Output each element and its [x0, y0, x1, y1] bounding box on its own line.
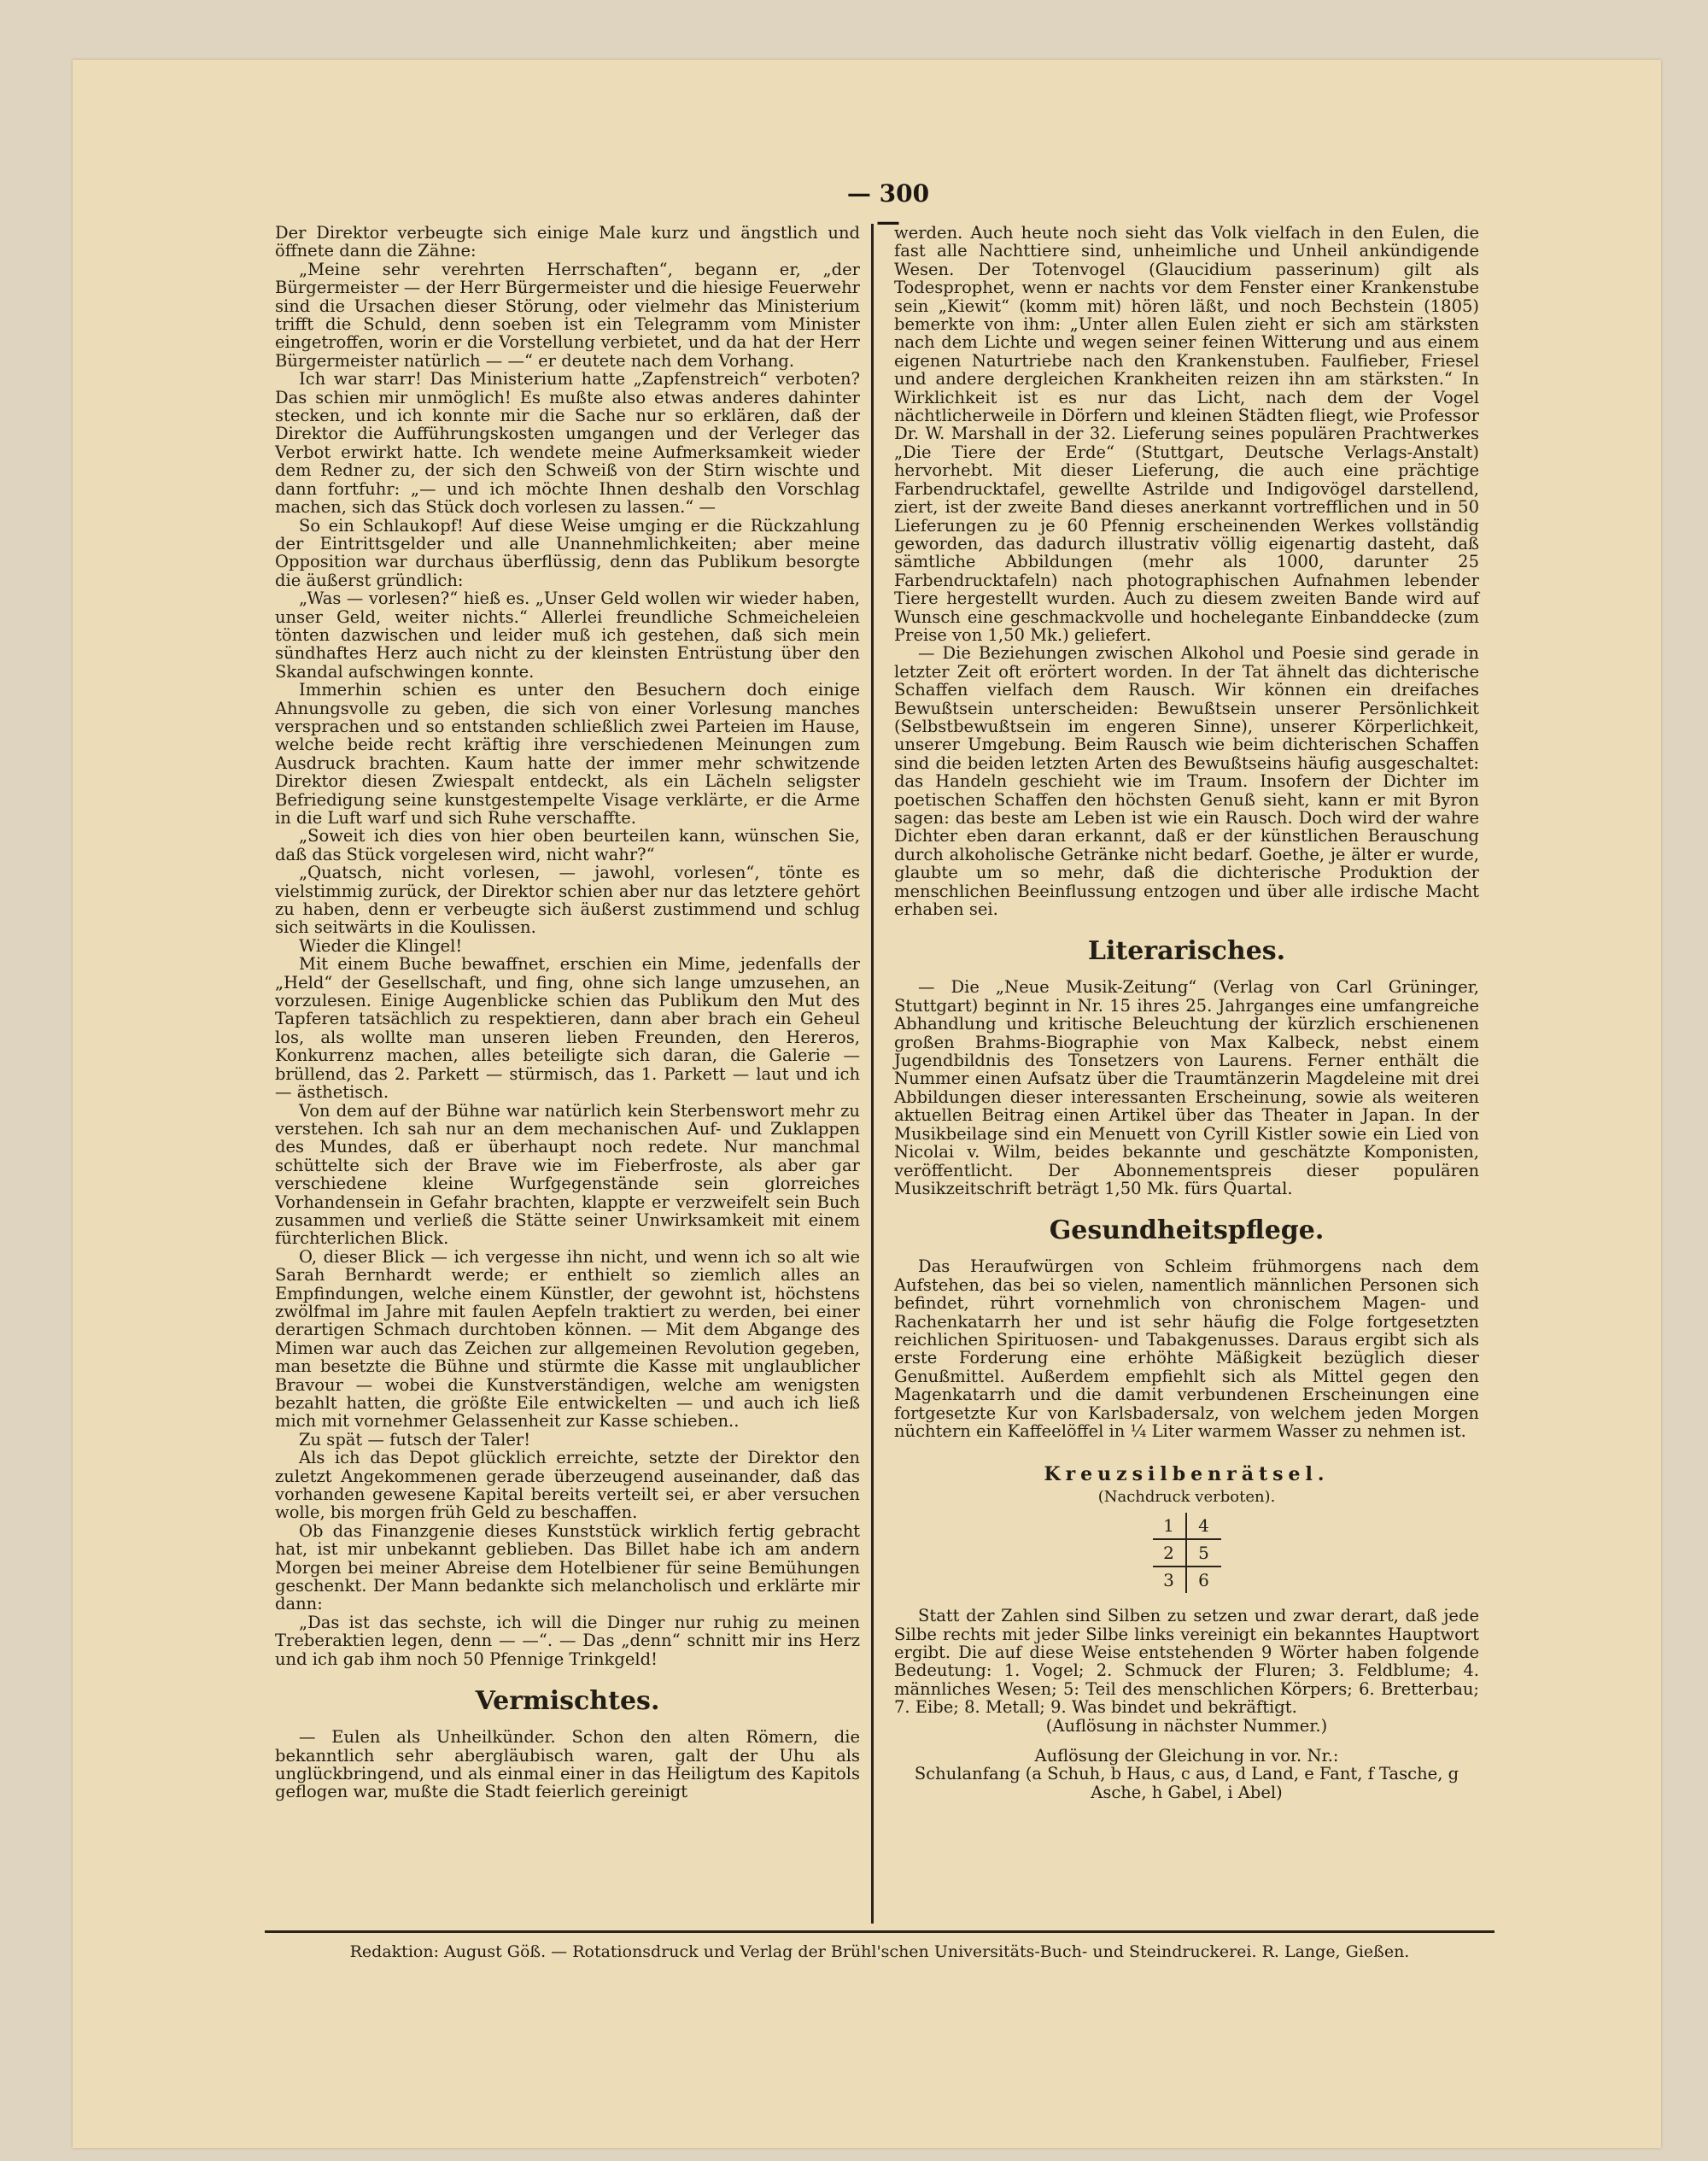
puzzle-solution-note: (Auflösung in nächster Nummer.) [1045, 1715, 1328, 1736]
imprint: Redaktion: August Göß. — Rotationsdruck und Verlag der Brühl'schen Universitäts-Buch- und Steindruckerei. R. Lange, Gießen. [349, 1942, 1410, 1961]
paragraph: O, dieser Blick — ich vergesse ihn nicht, und wenn ich so alt wie Sarah Bernhardt werde; er enthielt so ziemlich alles an Empfindungen, welche einem Künstler, der gewohnt ist, höchstens zwölfmal im Jahre mit faulen Aepfeln traktiert zu werden, bei einer derartigen Schmach durchtoben können. — Mit dem Abgange des Mimen war auch das Zeichen zur allgemeinen Revolution gegeben, man besetzte die Bühne und stürmte die Kasse mit unglaublicher Bravour — wobei die Kunstverständigen, welche am wenigsten bezahlt hatten, die größte Eile entwickelten — und auch ich ließ mich mit vornehmer Gelassenheit zur Kasse schieben.. [275, 1246, 860, 1432]
puzzle-note: (Nachdruck verboten). [1097, 1487, 1276, 1506]
puzzle-cell: 3 [1153, 1567, 1187, 1593]
gesundheitspflege-text: Das Heraufwürgen von Schleim frühmorgens nach dem Aufstehen, das bei so vielen, namentlich männlichen Personen sich befindet, rührt vornehmlich von chronischem Magen- und Rachenkatarrh her und ist sehr häufig die Folge fortgesetzten reichlichen Spirituosen- und Tabakgenusses. Daraus ergibt sich als erste Forderung eine erhöhte Mäßigkeit bezüglich dieser Genußmittel. Außerdem empfiehlt sich als Mittel gegen den Magenkatarrh und die damit verbundenen Erscheinungen eine fortgesetzte Kur von Karlsbadersalz, von welchem jeden Morgen nüchtern ein Kaffeelöffel in ¼ Liter warmem Wasser zu nehmen ist. [894, 1256, 1479, 1441]
paragraph: Zu spät — futsch der Taler! [299, 1429, 531, 1449]
paragraph: — Die Beziehungen zwischen Alkohol und Poesie sind gerade in letzter Zeit oft erörtert worden. In der Tat ähnelt das dichterische Schaffen vielfach dem Rausch. Wir können ein dreifaches Bewußtsein unterscheiden: Bewußtsein unserer Persönlichkeit (Selbstbewußtsein im engeren Sinne), unserer Körperlichkeit, unserer Umgebung. Beim Rausch wie beim dichterischen Schaffen sind die beiden letzten Arten des Bewußtseins häufig ausgeschaltet: das Handeln geschieht wie im Traum. Insofern der Dichter im poetischen Schaffen den höchsten Genuß sieht, kann er mit Byron sagen: das beste am Leben ist wie ein Rausch. Doch wird der wahre Dichter eben daran erkannt, daß er der künstlichen Berauschung durch alkoholische Getränke nicht bedarf. Goethe, je älter er wurde, glaubte um so mehr, daß die dichterische Produktion der menschlichen Beeinflussung entzogen und über alle irdische Macht erhaben sei. [894, 643, 1479, 920]
paragraph: Immerhin schien es unter den Besuchern doch einige Ahnungsvolle zu geben, die sich von einer Vorlesung manches versprachen und so entstanden schließlich zwei Parteien im Hause, welche beide recht kräftig ihre verschiedenen Meinungen zum Ausdruck brachten. Kaum hatte der immer mehr schwitzende Direktor diesen Zwiespalt entdeckt, als ein Lächeln seligster Befriedigung seine kunstgestempelte Visage verklärte, er die Arme in die Luft warf und sich Ruhe verschaffte. [275, 680, 860, 828]
paragraph: So ein Schlaukopf! Auf diese Weise umging er die Rückzahlung der Eintrittsgelder und alle Unannehmlichkeiten; aber meine Opposition war durchaus überflüssig, denn das Publikum besorgte die äußerst gründlich: [275, 515, 860, 590]
puzzle-cell: 5 [1187, 1540, 1221, 1567]
paragraph: Ob das Finanzgenie dieses Kunststück wirklich fertig gebracht hat, ist mir unbekannt geblieben. Das Billet habe ich am andern Morgen bei meiner Abreise dem Hotelbiener für seine Bemühungen geschenkt. Der Mann bedankte sich melancholisch und erklärte mir dann: [275, 1520, 860, 1614]
left-column [275, 224, 860, 1801]
paragraph: „Was — vorlesen?“ hieß es. „Unser Geld wollen wir wieder haben, unser Geld, weiter nichts.“ Allerlei freundliche Schmeicheleien tönten dazwischen und leider muß ich gestehen, daß sich mein sündhaftes Herz auch nicht zu der kleinsten Entrüstung über den Skandal aufschwingen konnte. [275, 589, 860, 682]
paragraph: Ich war starr! Das Ministerium hatte „Zapfenstreich“ verboten? Das schien mir unmöglich! Es mußte also etwas anderes dahinter stecken, und ich konnte mir die Sache nur so erklären, daß der Direktor die Aufführungskosten umgangen und der Verleger das Verbot erwirkt hatte. Ich wendete meine Aufmerksamkeit wieder dem Redner zu, der sich den Schweiß von der Stirn wischte und dann fortfuhr: „— und ich möchte Ihnen deshalb den Vorschlag machen, sich das Stück doch vorlesen zu lassen.“ — [275, 369, 860, 518]
solution-heading: Auflösung der Gleichung in vor. Nr.: [1034, 1746, 1339, 1766]
literarisches-heading: Literarisches. [1087, 936, 1286, 967]
column-divider [871, 224, 874, 1924]
puzzle-cell: 1 [1153, 1513, 1187, 1540]
paragraph: „Meine sehr verehrten Herrschaften“, begann er, „der Bürgermeister — der Herr Bürgermeister und die hiesige Feuerwehr sind die Ursachen dieser Störung, oder vielmehr das Ministerium trifft die Schuld, denn soeben ist ein Telegramm vom Minister eingetroffen, worin er die Vorstellung verbietet, und da hat der Herr Bürgermeister natürlich — —“ er deutete nach dem Vorhang. [275, 259, 860, 371]
paragraph: Der Direktor verbeugte sich einige Male kurz und ängstlich und öffnete dann die Zähne: [275, 223, 860, 261]
puzzle-cell: 4 [1187, 1513, 1221, 1540]
puzzle-text: Statt der Zahlen sind Silben zu setzen und zwar derart, daß jede Silbe rechts mit jeder Silbe links vereinigt ein bekanntes Hauptwort ergibt. Die auf diese Weise entstehenden 9 Wörter haben folgende Bedeutung: 1. Vogel; 2. Schmuck der Fluren; 3. Feldblume; 4. männliches Wesen; 5: Teil des menschlichen Körpers; 6. Bretterbau; 7. Eibe; 8. Metall; 9. Was bindet und bekräftigt. [894, 1606, 1479, 1718]
paragraph: Von dem auf der Bühne war natürlich kein Sterbenswort mehr zu verstehen. Ich sah nur an dem mechanischen Auf- und Zuklappen des Mundes, daß er überhaupt noch redete. Nur manchmal schüttelte sich der Brave wie im Fieberfroste, als aber gar verschiedene kleine Wurfgegenstände sein glorreiches Vorhandensein in Gefahr brachten, klappte er verzweifelt sein Buch zusammen und verließ die Stätte seiner Unwirksamkeit mit einem fürchterlichen Blick. [275, 1100, 860, 1249]
vermischtes-heading: Vermischtes. [475, 1686, 660, 1717]
paragraph: Mit einem Buche bewaffnet, erschien ein Mime, jedenfalls der „Held“ der Gesellschaft, und fing, ohne sich lange umzusehen, an vorzulesen. Einige Augenblicke schien das Publikum den Mut des Tapferen tatsächlich zu respektieren, dann aber brach ein Geheul los, als wollte man unseren lieben Freunden, den Hereros, Konkurrenz machen, alles beteiligte sich daran, die Galerie — brüllend, das 2. Parkett — stürmisch, das 1. Parkett — laut und ich — ästhetisch. [275, 954, 860, 1103]
paragraph: werden. Auch heute noch sieht das Volk vielfach in den Eulen, die fast alle Nachttiere sind, unheimliche und Unheil ankündigende Wesen. Der Totenvogel (Glaucidium passerinum) gilt als Todesprophet, wenn er nachts vor dem Fenster einer Krankenstube sein „Kiewit“ (komm mit) hören läßt, und noch Bechstein (1805) bemerkte von ihm: „Unter allen Eulen zieht er sich am stärksten nach dem Lichte und wegen seiner feinen Witterung und aus einem eigenen Naturtriebe nach den Krankenstuben. Faulfieber, Friesel und andere dergleichen Krankheiten reizen ihn am stärksten.“ In Wirklichkeit ist es nur das Licht, nach dem der Vogel nächtlicherweile in Dörfern und kleinen Städten fliegt, wie Professor Dr. W. Marshall in der 32. Lieferung seines populären Prachtwerkes „Die Tiere der Erde“ (Stuttgart, Deutsche Verlags-Anstalt) hervorhebt. Mit dieser Lieferung, die auch eine prächtige Farbendrucktafel, gewellte Astrilde und Indigovögel darstellend, ziert, ist der zweite Band dieses anerkannt vortrefflichen und in 50 Lieferungen zu je 60 Pfennig erscheinenden Werkes vollständig geworden, das dadurch illustrativ völlig eigenartig dasteht, daß sämtliche Abbildungen (mehr als 1000, darunter 25 Farbendrucktafeln) nach photographischen Aufnahmen lebender Tiere hergestellt wurden. Auch zu diesem zweiten Bande wird auf Wunsch eine geschmackvolle und hochelegante Einbanddecke (zum Preise von 1,50 Mk.) geliefert. [894, 223, 1479, 645]
paragraph: „Das ist das sechste, ich will die Dinger nur ruhig zu meinen Treberaktien legen, denn — —“. — Das „denn“ schnitt mir ins Herz und ich gab ihm noch 50 Pfennige Trinkgeld! [275, 1612, 860, 1669]
gesundheitspflege-heading: Gesundheitspflege. [1049, 1215, 1325, 1246]
literarisches-text: — Die „Neue Musik-Zeitung“ (Verlag von Carl Grüninger, Stuttgart) beginnt in Nr. 15 ihres 25. Jahrganges eine umfangreiche Abhandlung und kritische Beleuchtung der kürzlich erschienenen großen Brahms-Biographie von Max Kalbeck, nebst einem Jugendbildnis des Tonsetzers von Laurens. Ferner enthält die Nummer einen Aufsatz über die Traumtänzerin Magdeleine mit drei Abbildungen dieser interessanten Erscheinung, sowie als weiteren aktuellen Beitrag einen Artikel über das Theater in Japan. In der Musikbeilage sind ein Menuett von Cyrill Kistler sowie ein Lied von Nicolai v. Wilm, beides bekannte und geschätzte Komponisten, veröffentlicht. Der Abonnementspreis dieser populären Musikzeitschrift beträgt 1,50 Mk. fürs Quartal. [894, 977, 1479, 1198]
paragraph: „Soweit ich dies von hier oben beurteilen kann, wünschen Sie, daß das Stück vorgelesen wird, nicht wahr?“ [275, 826, 860, 864]
paragraph: „Quatsch, nicht vorlesen, — jawohl, vorlesen“, tönte es vielstimmig zurück, der Direktor schien aber nur das letztere gehört zu haben, denn er verbeugte sich äußerst zustimmend und schlug sich seitwärts in die Koulissen. [275, 863, 860, 938]
paragraph: Als ich das Depot glücklich erreichte, setzte der Direktor den zuletzt Angekommenen gerade überzeugend auseinander, daß das vorhanden gewesene Kapital bereits verteilt sei, er aber versuchen wolle, bis morgen früh Geld zu beschaffen. [275, 1448, 860, 1523]
footer-rule [265, 1930, 1494, 1933]
right-column [894, 224, 1479, 1801]
puzzle-grid [1153, 1513, 1221, 1593]
puzzle-title: Kreuzsilbenrätsel. [1044, 1463, 1330, 1486]
puzzle-cell: 2 [1153, 1540, 1187, 1567]
puzzle-cell: 6 [1198, 1570, 1209, 1591]
page-number: — 300 — [846, 179, 930, 236]
solution-text: Schulanfang (a Schuh, b Haus, c aus, d Land, e Fant, f Tasche, g Asche, h Gabel, i Abel) [914, 1764, 1459, 1802]
vermischtes-text: — Eulen als Unheilkünder. Schon den alten Römern, die bekanntlich sehr abergläubisch waren, galt der Uhu als unglückbringend, und als einmal einer in das Heiligtum des Kapitols geflogen war, mußte die Stadt feierlich gereinigt [275, 1727, 860, 1802]
paragraph: Wieder die Klingel! [299, 935, 463, 956]
